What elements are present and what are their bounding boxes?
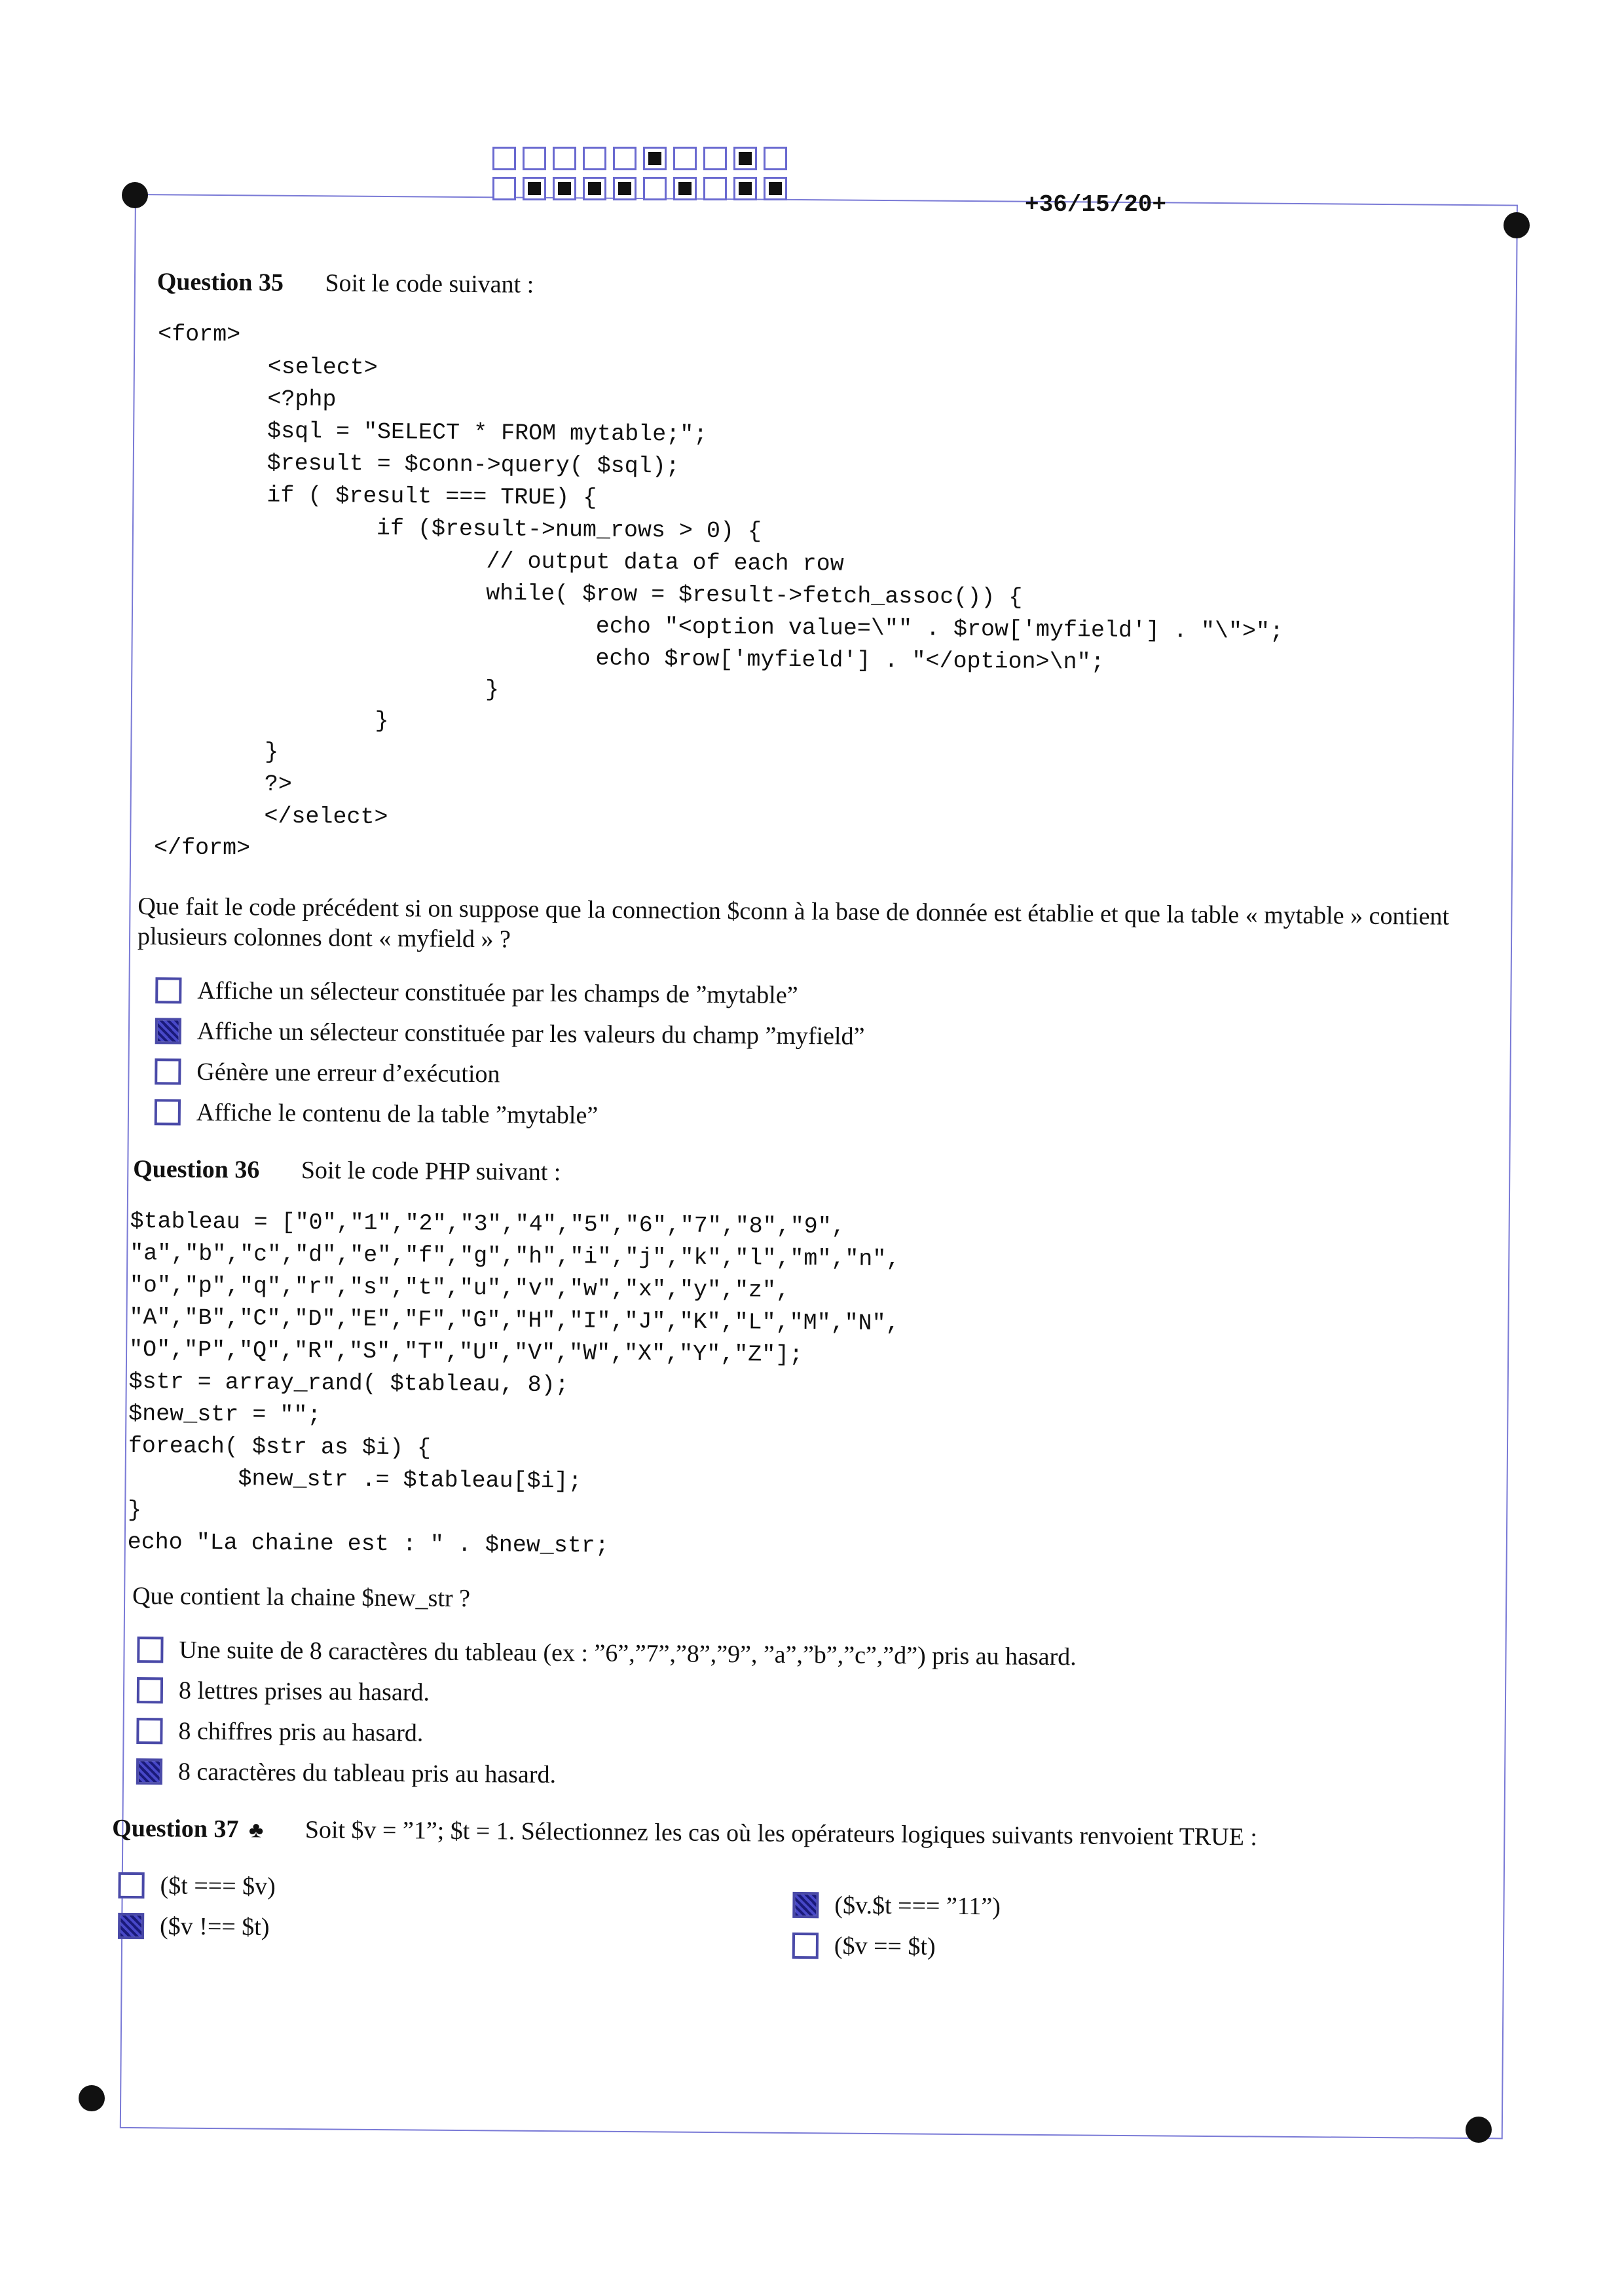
- corner-mark-top-left: [122, 182, 148, 208]
- club-icon: ♣: [248, 1818, 264, 1843]
- answer-text: ($v == $t): [834, 1932, 936, 1961]
- checkbox[interactable]: [155, 977, 181, 1003]
- code-block: $tableau = ["0","1","2","3","4","5","6","7","8","9", "a","b","c","d","e","f","g","h","i","j","k","l","m","n", "o","p","q","r","s","t","u","v","w","x","y","z", "A","B","C","D","E","F","G","H","I","J","K","L","M","N", "O","P","Q","R","S","T","U","V","W","X","Y","Z"]; $str = array_rand( $tableau, 8); $new_str = ""; foreach( $str as $i) { $new_str .= $tableau[$i]; } echo "La chaine est : " . $new_str;: [127, 1208, 900, 1559]
- checkbox[interactable]: [137, 1637, 163, 1663]
- answer-text: 8 chiffres pris au hasard.: [178, 1717, 424, 1747]
- code-grid-cell: [764, 147, 787, 170]
- question-prompt: Que fait le code précédent si on suppose que la connection $conn à la base de donnée est établie et que la table « mytable » contient plusieurs colonnes dont « myfield » ?: [137, 893, 1450, 954]
- code-block: <form> <select> <?php $sql = "SELECT * FROM mytable;"; $result = $conn->query( $sql); if ( $result === TRUE) { if ($result->num_rows > 0) { // output data of each row while( $row = $result->fetch_assoc()) { echo "<option value=\"" . $row['myfield'] . "\">"; echo $row['myfield'] . "</option>\n"; } } } ?> </select> </form>: [153, 321, 1284, 862]
- question-number: Question 37: [112, 1814, 239, 1843]
- code-grid-cell: [613, 147, 637, 170]
- question-intro: Soit le code PHP suivant :: [301, 1157, 561, 1187]
- answer-text: 8 lettres prises au hasard.: [178, 1676, 430, 1707]
- question-prompt: Que contient la chaine $new_str ?: [132, 1582, 471, 1613]
- question-heading: [133, 1155, 1473, 1194]
- code-grid-cell: [492, 147, 516, 170]
- answer-option[interactable]: [118, 1865, 792, 1911]
- answer-text: ($v !== $t): [159, 1912, 270, 1941]
- question-heading: [112, 1814, 1467, 1853]
- code-grid-cell: [613, 177, 637, 200]
- question-intro: Soit le code suivant :: [325, 269, 534, 299]
- code-grid-cell: [492, 177, 516, 200]
- checkbox[interactable]: [155, 1058, 181, 1084]
- answer-text: 8 caractères du tableau pris au hasard.: [177, 1758, 557, 1789]
- page-content: [112, 267, 1480, 1971]
- answer-text: ($t === $v): [160, 1872, 276, 1900]
- code-grid-cell: [643, 177, 667, 200]
- question-36: [126, 1155, 1473, 1802]
- code-grid-cell: [673, 147, 697, 170]
- code-grid-cell: [733, 177, 757, 200]
- code-grid-cell: [643, 147, 667, 170]
- code-grid-cell: [733, 147, 757, 170]
- code-grid-cell: [583, 177, 606, 200]
- answer-option[interactable]: [792, 1885, 1467, 1931]
- checkbox[interactable]: [792, 1933, 819, 1959]
- question-intro: Soit $v = ”1”; $t = 1. Sélectionnez les cas où les opérateurs logiques suivants renvoient TRUE :: [304, 1816, 1258, 1851]
- checkbox[interactable]: [792, 1892, 819, 1918]
- corner-mark-top-right: [1504, 212, 1530, 238]
- code-grid-cell: [553, 177, 576, 200]
- answer-text: Affiche un sélecteur constituée par les champs de ”mytable”: [197, 976, 798, 1009]
- checkbox[interactable]: [155, 1099, 181, 1125]
- code-grid-cell: [703, 147, 727, 170]
- code-grid-cell: [703, 177, 727, 200]
- question-number: Question 36: [133, 1155, 260, 1184]
- answer-columns: [118, 1865, 1467, 1971]
- checkbox[interactable]: [155, 1018, 181, 1044]
- corner-mark-bottom-left: [79, 2085, 105, 2111]
- checkbox[interactable]: [136, 1718, 162, 1744]
- checkbox[interactable]: [118, 1872, 144, 1898]
- question-35: [131, 267, 1480, 1143]
- checkbox[interactable]: [136, 1758, 162, 1785]
- answer-column-right: [792, 1870, 1467, 1971]
- answer-text: Affiche le contenu de la table ”mytable”: [196, 1098, 599, 1130]
- answer-column-left: [118, 1865, 793, 1966]
- answer-list: [136, 1629, 1469, 1802]
- question-number: Question 35: [157, 268, 284, 297]
- answer-text: ($v.$t === ”11”): [834, 1891, 1001, 1921]
- answer-text: Une suite de 8 caractères du tableau (ex : ”6”,”7”,”8”,”9”, ”a”,”b”,”c”,”d”) pris au hasard.: [179, 1636, 1077, 1671]
- code-grid-cell: [764, 177, 787, 200]
- code-grid-cell: [673, 177, 697, 200]
- code-grid-cell: [523, 177, 546, 200]
- code-grid-cell: [523, 147, 546, 170]
- code-grid-cell: [553, 147, 576, 170]
- answer-option[interactable]: [118, 1906, 792, 1952]
- code-grid-cell: [583, 147, 606, 170]
- question-37: [112, 1814, 1468, 1971]
- checkbox[interactable]: [137, 1677, 163, 1703]
- page-id: +36/15/20+: [1025, 191, 1167, 218]
- answer-option[interactable]: [792, 1925, 1467, 1971]
- checkbox[interactable]: [118, 1913, 144, 1939]
- answer-text: Affiche un sélecteur constituée par les valeurs du champ ”myfield”: [196, 1017, 865, 1050]
- answer-text: Génère une erreur d’exécution: [196, 1058, 500, 1088]
- page-code-grid: [492, 147, 791, 204]
- corner-mark-bottom-right: [1466, 2117, 1492, 2143]
- answer-list: [155, 970, 1475, 1143]
